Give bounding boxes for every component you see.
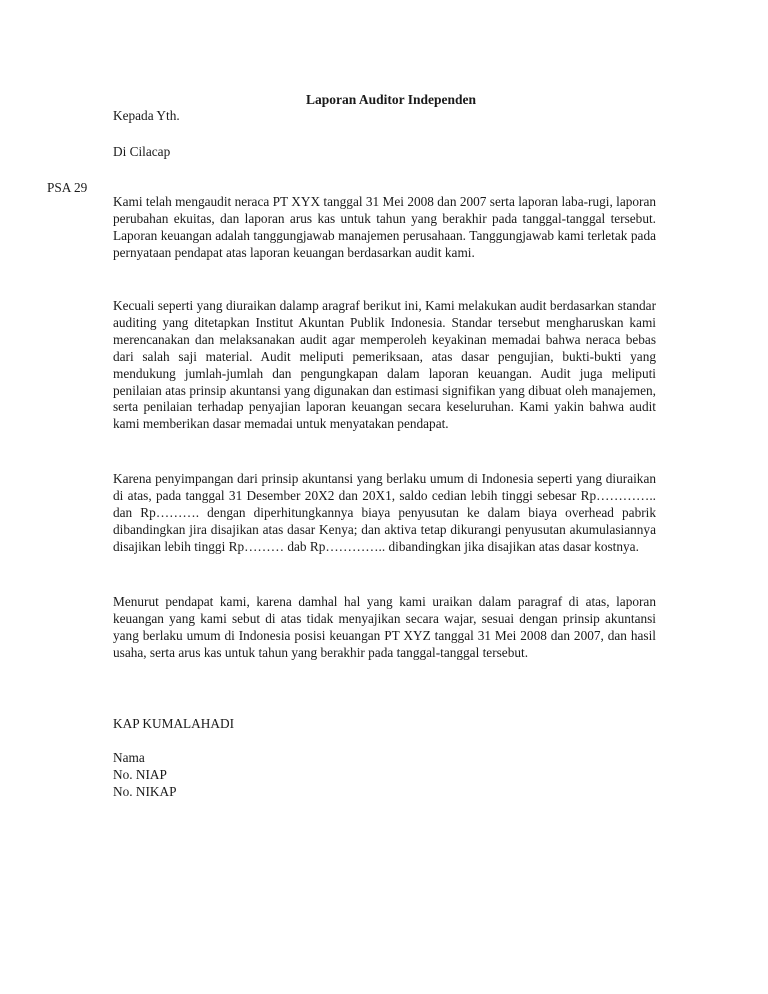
- margin-note: PSA 29: [47, 180, 88, 195]
- firm-name: KAP KUMALAHADI: [113, 716, 235, 731]
- document-title: Laporan Auditor Independen: [305, 92, 477, 107]
- paragraph-deviation: Karena penyimpangan dari prinsip akuntansi yang berlaku umum di Indonesia seperti yang diuraikan di atas, pada tanggal 31 Desember 20X2 dan 20X1, saldo cedian lebih tinggi sebesar Rp………….. dan Rp………. dengan diperhitungkannya biaya penyusutan ke dalam biaya overhead pabrik dibandingkan jira disajikan atas dasar Kenya; dan aktiva tetap dikurangi penyusutan akumulasiannya disajikan lebih tinggi Rp……… dab Rp………….. dibandingkan jika disajikan atas dasar kostnya.: [113, 471, 656, 554]
- signature-niap: No. NIAP: [113, 767, 167, 782]
- paragraph-scope: Kami telah mengaudit neraca PT XYX tanggal 31 Mei 2008 dan 2007 serta laporan laba-rugi, laporan perubahan ekuitas, dan laporan arus kas untuk tahun yang berakhir pada tanggal-tanggal tersebut. Laporan keuangan adalah tanggungjawab manajemen perusahaan. Tanggungjawab kami terletak pada pernyataan pendapat atas laporan keuangan berdasarkan audit kami.: [113, 194, 656, 260]
- signature-nikap: No. NIKAP: [113, 784, 177, 799]
- signature-name: Nama: [113, 750, 145, 765]
- recipient-line: Kepada Yth.: [113, 108, 180, 123]
- paragraph-basis: Kecuali seperti yang diuraikan dalamp aragraf berikut ini, Kami melakukan audit berdasarkan standar auditing yang ditetapkan Institut Akuntan Publik Indonesia. Standar tersebut mengharuskan kami merencanakan dan melaksanakan audit agar memperoleh keyakinan memadai bahwa neraca bebas dari salah saji material. Audit meliputi pemeriksaan, atas dasar pengujian, bukti-bukti yang mendukung jumlah-jumlah dan pengungkapan dalam laporan keuangan. Audit juga meliputi penilaian atas prinsip akuntansi yang digunakan dan estimasi signifikan yang dibuat oleh manajemen, serta penilaian terhadap penyajian laporan keuangan secara keseluruhan. Kami yakin bahwa audit kami memberikan dasar memadai untuk menyatakan pendapat.: [113, 298, 656, 432]
- paragraph-opinion: Menurut pendapat kami, karena damhal hal yang kami uraikan dalam paragraf di atas, laporan keuangan yang kami sebut di atas tidak menyajikan secara wajar, sesuai dengan prinsip akuntansi yang berlaku umum di Indonesia posisi keuangan PT XYZ tanggal 31 Mei 2008 dan 2007, dan hasil usaha, serta arus kas untuk tahun yang berakhir pada tanggal-tanggal tersebut.: [113, 594, 656, 660]
- location-line: Di Cilacap: [113, 144, 171, 159]
